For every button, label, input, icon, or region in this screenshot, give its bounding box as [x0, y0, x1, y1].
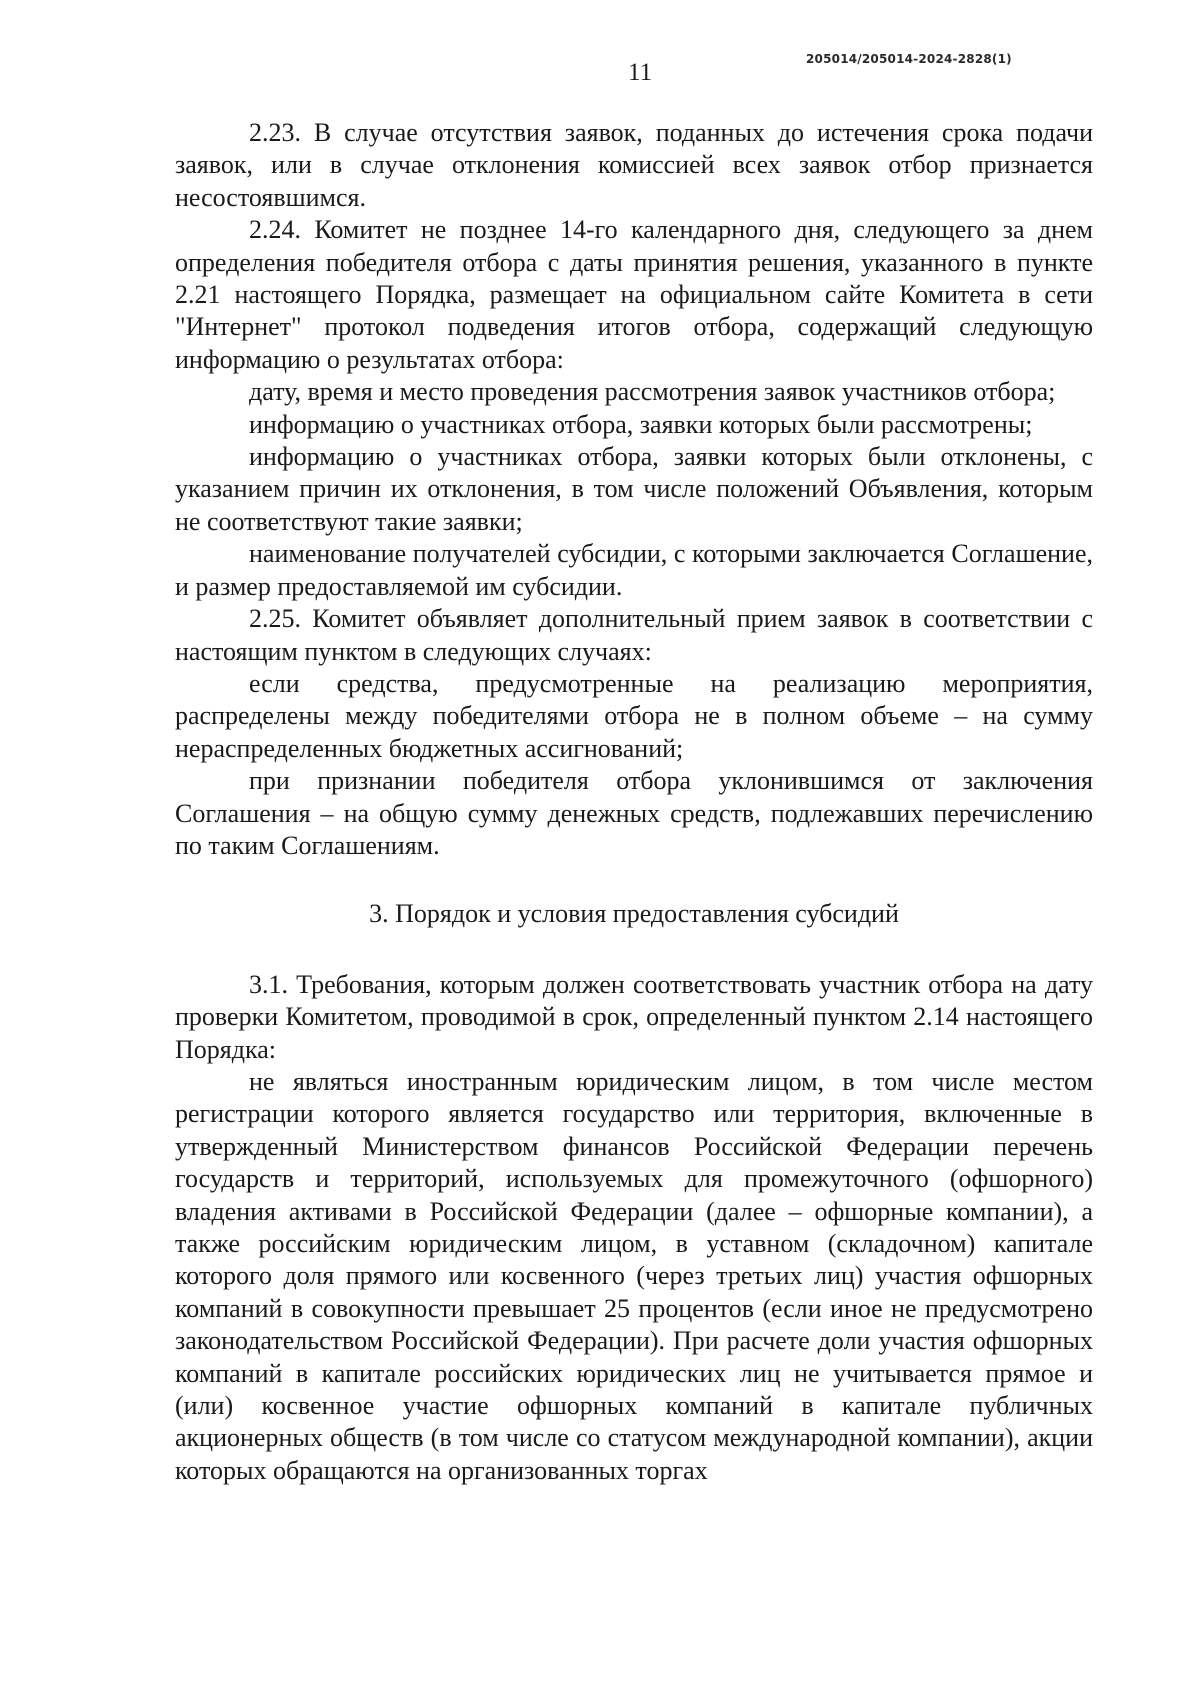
list-item-date-time-place: дату, время и место проведения рассмотрения заявок участников отбора; — [249, 377, 1056, 407]
list-item-unallocated-funds: если средства, предусмотренные на реализацию мероприятия, распределены между победителями отбора не в полном объеме – на сумму нераспределенных бюджетных ассигнований; — [175, 668, 1093, 763]
paragraph-2-23: 2.23. В случае отсутствия заявок, поданных до истечения срока подачи заявок, или в случае отклонения комиссией всех заявок отбор признается несостоявшимся. — [175, 118, 1093, 212]
list-item-evaded-winner: при признании победителя отбора уклонившимся от заключения Соглашения – на общую сумму денежных средств, подлежавших перечислению по таким Соглашениям. — [175, 766, 1093, 860]
list-item-reviewed-participants: информацию о участниках отбора, заявки которых были рассмотрены; — [249, 409, 1033, 439]
paragraph-3-1: 3.1. Требования, которым должен соответствовать участник отбора на дату проверки Комитетом, проводимой в срок, определенный пунктом 2.14 настоящего Порядка: — [175, 969, 1093, 1064]
paragraph-2-24: 2.24. Комитет не позднее 14-го календарного дня, следующего за днем определения победителя отбора с даты принятия решения, указанного в пункте 2.21 настоящего Порядка, размещает на официальном сайте Комитета в сети "Интернет" протокол подведения итогов отбора, содержащий следующую информацию о результатах отбора: — [175, 215, 1093, 374]
paragraph-offshore-requirement: не являться иностранным юридическим лицом, в том числе местом регистрации которого является государство или территория, включенные в утвержденный Министерством финансов Российской Федерации перечень государств и территорий, используемых для промежуточного (офшорного) владения активами в Российской Федерации (далее – офшорные компании), а также российским юридическим лицом, в уставном (складочном) капитале которого доля прямого или косвенного (через третьих лиц) участия офшорных компаний в совокупности превышает 25 процентов (если иное не предусмотрено законодательством Российской Федерации). При расчете доли участия офшорных компаний в капитале российских юридических лиц не учитывается прямое и (или) косвенное участие офшорных компаний в капитале публичных акционерных обществ (в том числе со статусом международной компании), акции которых обращаются на организованных торгах — [175, 1066, 1093, 1485]
paragraph-2-25: 2.25. Комитет объявляет дополнительный прием заявок в соответствии с настоящим пунктом в следующих случаях: — [175, 604, 1093, 666]
list-item-subsidy-recipients: наименование получателей субсидии, с которыми заключается Соглашение, и размер предоставляемой им субсидии. — [175, 539, 1093, 601]
document-body — [175, 117, 1093, 1487]
list-item-rejected-participants: информацию о участниках отбора, заявки которых были отклонены, с указанием причин их отклонения, в том числе положений Объявления, которым не соответствуют такие заявки; — [175, 442, 1093, 536]
section-title: 3. Порядок и условия предоставления субсидий — [369, 899, 899, 929]
page-number: 11 — [628, 59, 653, 86]
document-id: 205014/205014-2024-2828(1) — [806, 52, 1012, 66]
